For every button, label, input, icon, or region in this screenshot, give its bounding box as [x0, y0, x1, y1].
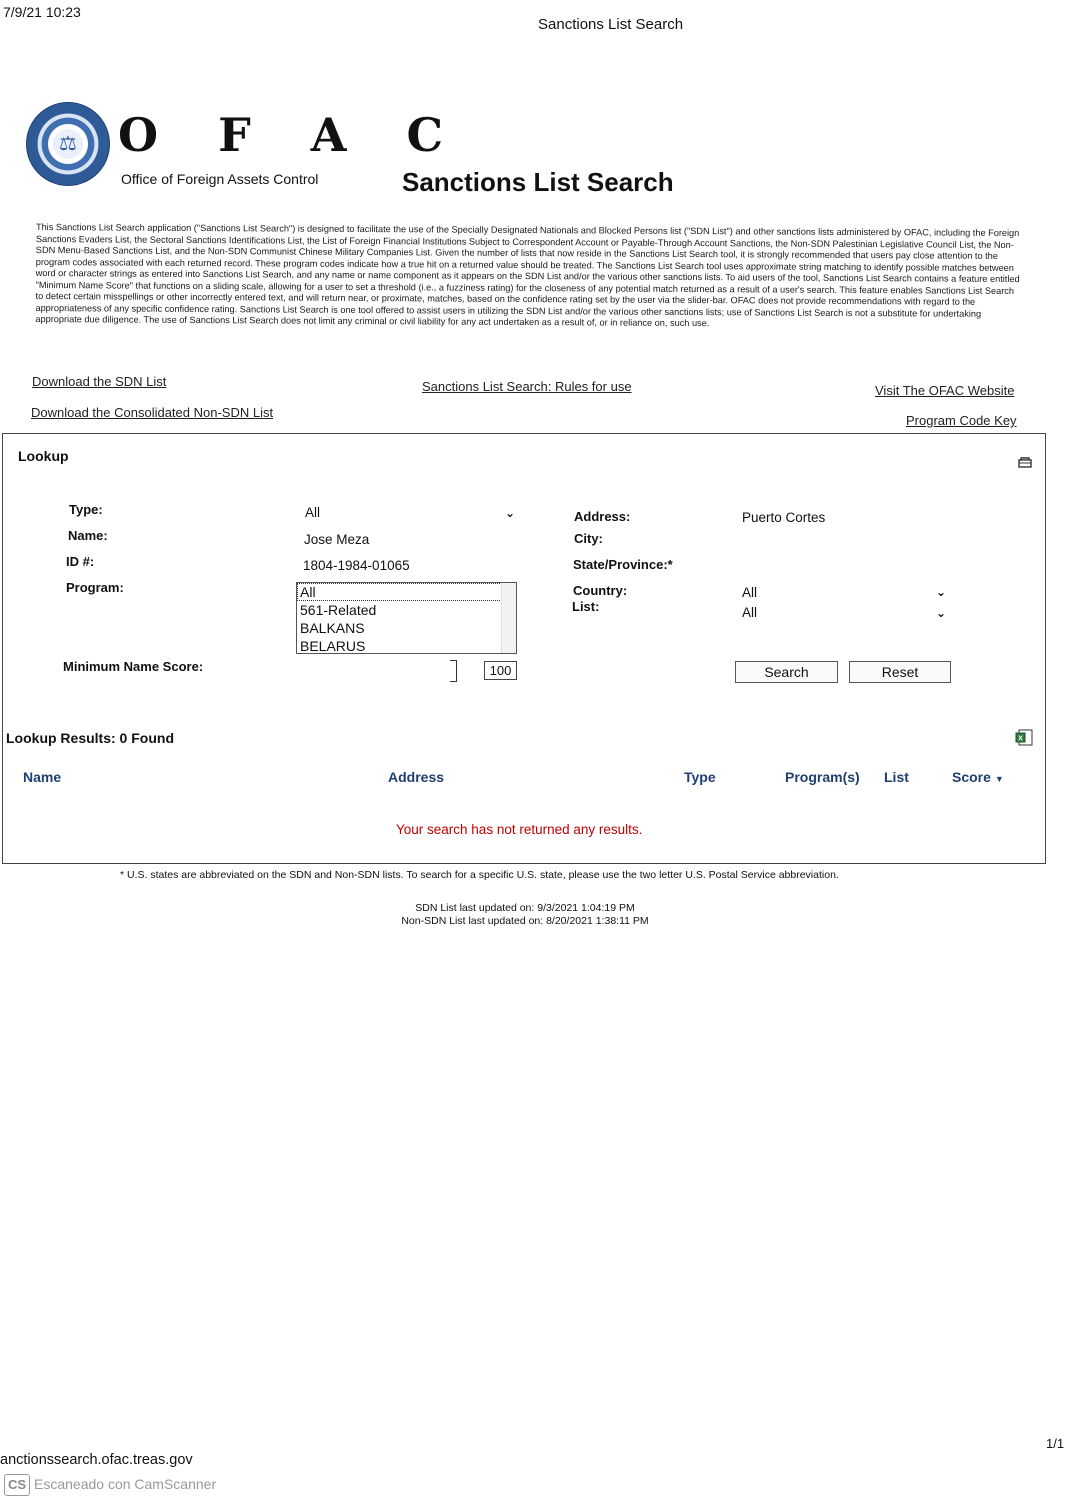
print-datetime: 7/9/21 10:23 — [3, 4, 81, 20]
no-results-message: Your search has not returned any results. — [396, 822, 643, 837]
visit-ofac-link[interactable]: Visit The OFAC Website — [875, 383, 1015, 398]
city-label: City: — [574, 531, 603, 546]
col-header-name[interactable]: Name — [23, 769, 62, 785]
disclaimer-text: This Sanctions List Search application ("Sanctions List Search") is designed to facilitate the use of the Specially Designated Nationals and Blocked Persons list ("SDN List") and other sanctions lists administered by OFAC, including the Foreign Sanctions Evaders List, the Sectoral Sanctions Identifications List, the List of Foreign Financial Institutions Subject to Correspondent Account or Payable-Through Account Sanctions, the Non-SDN Palestinian Legislative Council List, the Non-SDN Menu-Based Sanctions List, and the Non-SDN Communist Chinese Military Companies List. Given the number of lists that now reside in the Sanctions List Search tool, it is strongly recommended that users pay close attention to the program codes associated with each returned record. These program codes indicate how a true hit on a returned value should be treated. The Sanctions List Search tool uses approximate string matching to identify possible matches between word or character strings as entered into Sanctions List Search, and any name or name component as it appears on the SDN List and/or the various other sanctions lists. To aid users of the tool, Sanctions List Search contains a feature entitled "Minimum Name Score" that functions on a sliding scale, allowing for a user to set a threshold (i.e., a fuzziness rating) for the closeness of any potential match returned as a result of a user's search. This feature enables Sanctions List Search to detect certain misspellings or other incorrectly entered text, and will return near, or proximate, matches, based on the confidence rating set by the user via the slider-bar. OFAC does not provide recommendations with regard to the appropriateness of any specific confidence rating. Sanctions List Search is one tool offered to assist users in utilizing the SDN List and/or the various other sanctions lists; use of Sanctions List Search is not a substitute for undertaking appropriate due diligence. The use of Sanctions List Search does not limit any criminal or civil liability for any act undertaken as a result of, or in reliance on, such use. — [35, 222, 1020, 329]
ofac-logo-word: O F A C — [118, 108, 466, 162]
col-header-score-label: Score — [952, 769, 991, 785]
country-select[interactable]: All — [742, 585, 758, 600]
min-score-slider-handle[interactable] — [450, 660, 457, 682]
download-sdn-link[interactable]: Download the SDN List — [32, 374, 167, 389]
program-option[interactable]: BALKANS — [300, 620, 365, 636]
col-header-score[interactable] — [952, 769, 1004, 785]
chevron-down-icon[interactable]: ⌄ — [936, 606, 947, 620]
download-non-sdn-link[interactable]: Download the Consolidated Non-SDN List — [31, 405, 274, 420]
ofac-logo-subtitle: Office of Foreign Assets Control — [121, 171, 319, 187]
sdn-updated-text: SDN List last updated on: 9/3/2021 1:04:19 PM — [415, 902, 635, 914]
print-page-number: 1/1 — [1046, 1436, 1065, 1451]
collapse-icon[interactable] — [1018, 456, 1032, 468]
lookup-panel — [2, 433, 1046, 864]
results-title: Lookup Results: 0 Found — [6, 730, 174, 746]
search-button[interactable]: Search — [735, 661, 838, 683]
export-excel-icon[interactable] — [1015, 729, 1033, 746]
chevron-down-icon[interactable]: ⌄ — [936, 585, 947, 599]
seal-emblem-icon: ⚖ — [53, 129, 83, 159]
list-select[interactable]: All — [742, 605, 758, 620]
program-option[interactable]: BELARUS — [300, 638, 366, 654]
treasury-seal-logo — [26, 102, 110, 186]
state-abbreviation-note: * U.S. states are abbreviated on the SDN and Non-SDN lists. To search for a specific U.S. state, please use the two letter U.S. Postal Service abbreviation. — [120, 869, 839, 881]
address-input[interactable]: Puerto Cortes — [742, 510, 826, 525]
program-listbox[interactable] — [296, 582, 517, 654]
program-label: Program: — [66, 580, 124, 595]
chevron-down-icon[interactable]: ⌄ — [505, 506, 516, 520]
col-header-list[interactable]: List — [884, 769, 909, 785]
scanner-watermark — [4, 1474, 216, 1496]
program-option[interactable]: 561-Related — [300, 602, 377, 618]
program-code-key-link[interactable]: Program Code Key — [906, 413, 1017, 428]
program-scrollbar[interactable] — [501, 583, 516, 653]
lookup-title: Lookup — [18, 448, 69, 464]
type-label: Type: — [69, 502, 103, 517]
col-header-address[interactable]: Address — [388, 769, 445, 785]
page-title: Sanctions List Search — [402, 167, 674, 197]
rules-for-use-link[interactable]: Sanctions List Search: Rules for use — [422, 379, 632, 394]
print-page-title: Sanctions List Search — [538, 16, 684, 33]
id-input[interactable]: 1804-1984-01065 — [303, 558, 410, 573]
list-label: List: — [572, 599, 600, 614]
scanner-text: Escaneado con CamScanner — [34, 1476, 217, 1492]
type-select[interactable]: All — [305, 505, 321, 520]
min-score-input[interactable]: 100 — [484, 661, 517, 680]
col-header-programs[interactable]: Program(s) — [785, 769, 860, 785]
print-url: anctionssearch.ofac.treas.gov — [0, 1452, 193, 1468]
name-label: Name: — [68, 528, 108, 543]
sort-desc-icon: ▼ — [994, 774, 1004, 784]
svg-text:X: X — [1018, 735, 1023, 743]
state-label: State/Province:* — [573, 557, 673, 572]
list-updated-info — [380, 902, 670, 928]
col-header-type[interactable]: Type — [684, 769, 716, 785]
reset-button[interactable]: Reset — [849, 661, 951, 683]
id-label: ID #: — [66, 554, 95, 569]
name-input[interactable]: Jose Meza — [304, 532, 370, 547]
camscanner-logo-icon: CS — [4, 1474, 30, 1496]
address-label: Address: — [574, 509, 631, 524]
program-option[interactable]: All — [297, 583, 516, 601]
country-label: Country: — [573, 583, 628, 598]
min-score-label: Minimum Name Score: — [63, 659, 204, 674]
non-sdn-updated-text: Non-SDN List last updated on: 8/20/2021 1:38:11 PM — [401, 915, 649, 927]
